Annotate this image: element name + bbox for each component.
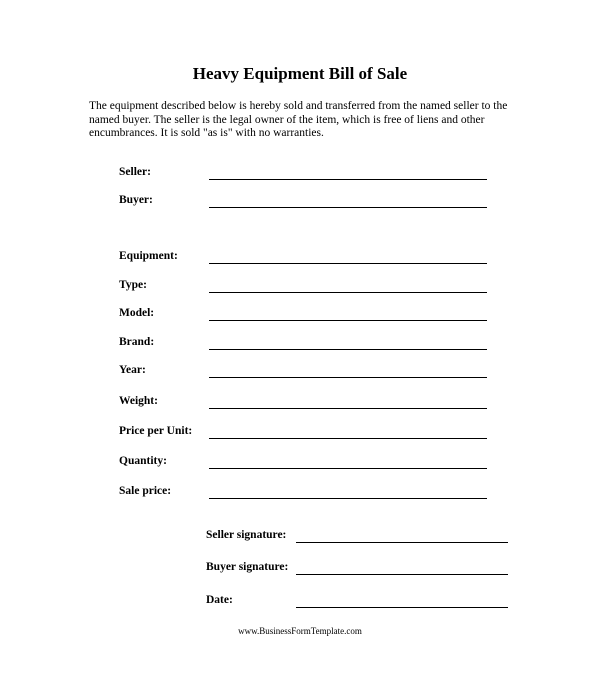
quantity-field — [119, 455, 499, 475]
date-field — [206, 594, 516, 614]
type-field — [119, 279, 499, 299]
seller-label: Seller: — [119, 166, 151, 178]
document-title: Heavy Equipment Bill of Sale — [192, 64, 408, 83]
sale-price-input-line[interactable] — [209, 498, 487, 499]
date-line[interactable] — [296, 607, 508, 608]
seller-signature-line[interactable] — [296, 542, 508, 543]
weight-input-line[interactable] — [209, 408, 487, 409]
model-field — [119, 307, 499, 327]
brand-label: Brand: — [119, 336, 155, 348]
intro-paragraph: The equipment described below is hereby sold and transferred from the named seller to the named buyer. The seller is the legal owner of the item, which is free of liens and other encumbrances. It is sold "as is" with no warranties. — [89, 100, 508, 139]
price-per-unit-label: Price per Unit: — [119, 425, 193, 437]
equipment-field — [119, 250, 499, 270]
quantity-label: Quantity: — [119, 455, 167, 467]
brand-input-line[interactable] — [209, 349, 487, 350]
equipment-input-line[interactable] — [209, 263, 487, 264]
buyer-label: Buyer: — [119, 194, 153, 206]
seller-field — [119, 166, 499, 186]
buyer-field — [119, 194, 499, 214]
seller-signature-field — [206, 529, 516, 549]
weight-label: Weight: — [119, 395, 158, 407]
weight-field — [119, 395, 499, 415]
footer-website: www.BusinessFormTemplate.com — [238, 626, 362, 636]
price-per-unit-input-line[interactable] — [209, 438, 487, 439]
model-input-line[interactable] — [209, 320, 487, 321]
brand-field — [119, 336, 499, 356]
sale-price-field — [119, 485, 499, 505]
model-label: Model: — [119, 307, 155, 319]
seller-input-line[interactable] — [209, 179, 487, 180]
buyer-signature-field — [206, 561, 516, 581]
quantity-input-line[interactable] — [209, 468, 487, 469]
type-label: Type: — [119, 279, 147, 291]
buyer-input-line[interactable] — [209, 207, 487, 208]
type-input-line[interactable] — [209, 292, 487, 293]
year-label: Year: — [119, 364, 146, 376]
price-per-unit-field — [119, 425, 499, 445]
sale-price-label: Sale price: — [119, 485, 172, 497]
seller-signature-label: Seller signature: — [206, 529, 287, 541]
year-input-line[interactable] — [209, 377, 487, 378]
date-label: Date: — [206, 594, 233, 606]
buyer-signature-label: Buyer signature: — [206, 561, 289, 573]
equipment-label: Equipment: — [119, 250, 178, 262]
buyer-signature-line[interactable] — [296, 574, 508, 575]
year-field — [119, 364, 499, 384]
